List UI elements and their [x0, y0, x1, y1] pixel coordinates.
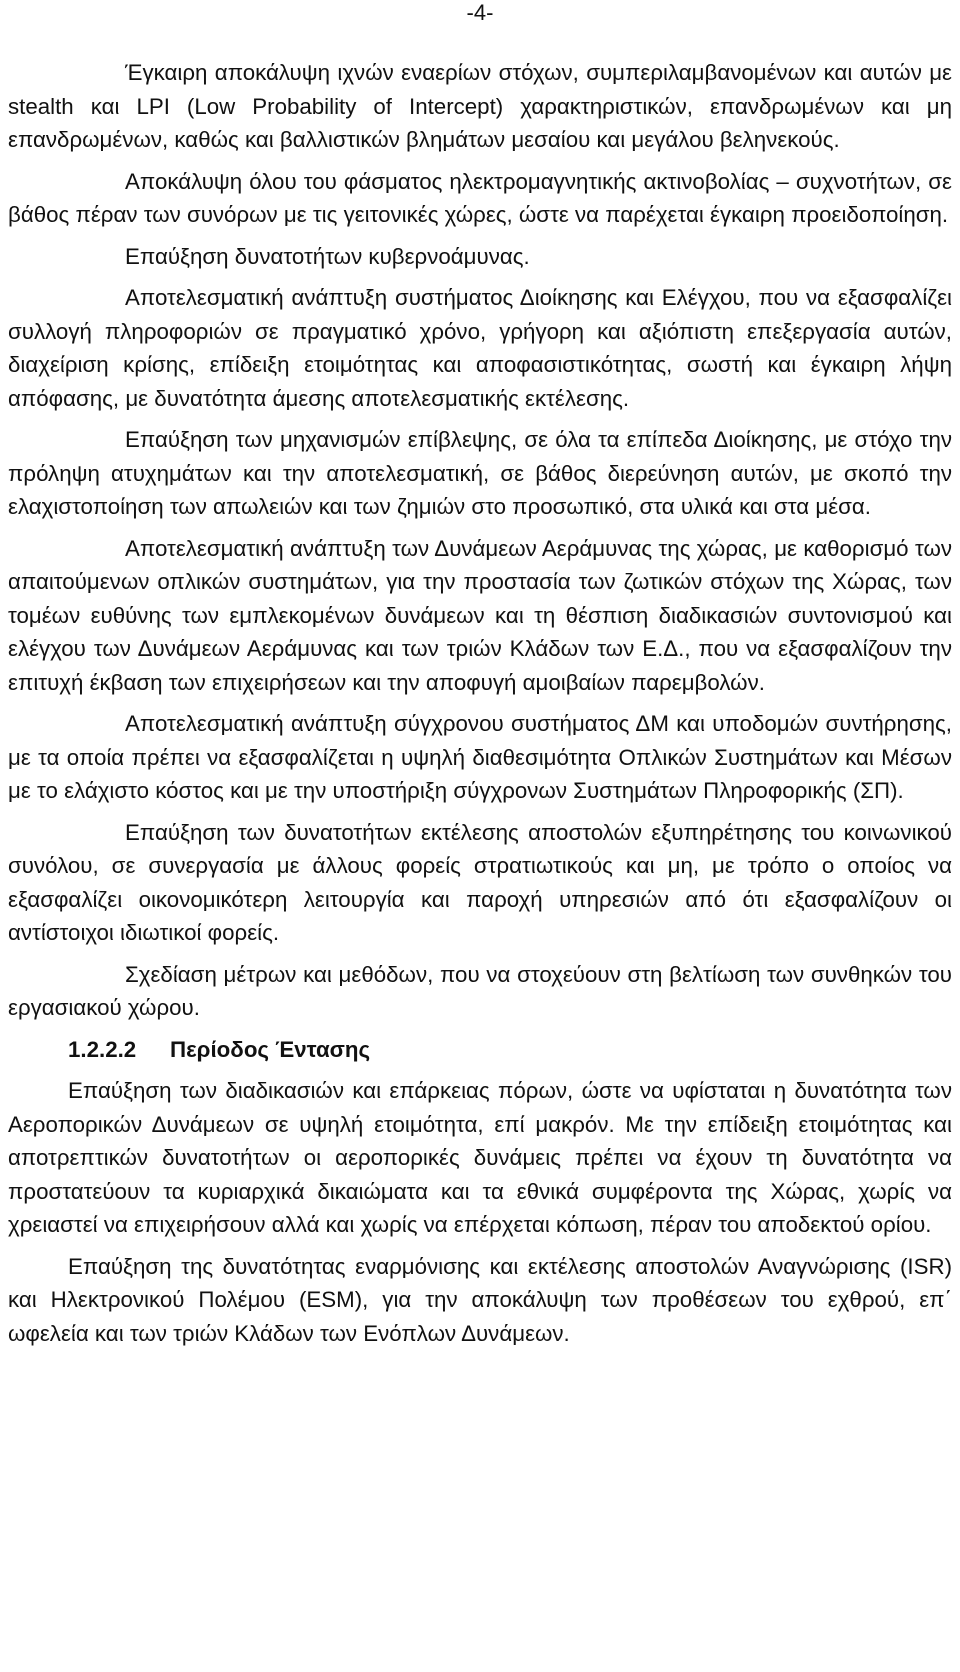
paragraph-cyber-defence: Επαύξηση δυνατοτήτων κυβερνοάμυνας.	[125, 243, 530, 269]
paragraph-maintenance-system: Αποτελεσματική ανάπτυξη σύγχρονου συστήματος ΔΜ και υποδομών συντήρησης, με τα οποία πρέπει να εξασφαλίζεται η υψηλή διαθεσιμότητα Οπλικών Συστημάτων και Μέσων με το ελάχιστο κόστος και με την υποστήριξη σύγχρονων Συστημάτων Πληροφορικής (ΣΠ).	[8, 711, 952, 803]
paragraph-workplace-conditions: Σχεδίαση μέτρων και μεθόδων, που να στοχεύουν στη βελτίωση των συνθηκών του εργασιακού χώρου.	[8, 961, 952, 1020]
paragraph-em-spectrum-detection: Αποκάλυψη όλου του φάσματος ηλεκτρομαγνητικής ακτινοβολίας – συχνοτήτων, σε βάθος πέραν των συνόρων με τις γειτονικές χώρες, ώστε να παρέχεται έγκαιρη προειδοποίηση.	[8, 168, 952, 227]
paragraph-air-defence-forces: Αποτελεσματική ανάπτυξη των Δυνάμεων Αεράμυνας της χώρας, με καθορισμό των απαιτούμενων οπλικών συστημάτων, για την προστασία των ζωτικών στόχων της Χώρας, των τομέων ευθύνης των εμπλεκομένων δυνάμεων και τη θέσπιση διαδικασιών συντονισμού και ελέγχου των Δυνάμεων Αεράμυνας και των τριών Κλάδων των Ε.Δ., που να εξασφαλίζουν την επιτυχή έκβαση των επιχειρήσεων και την αποφυγή αμοιβαίων παρεμβολών.	[8, 535, 952, 695]
document-body	[8, 56, 952, 1358]
paragraph-social-missions: Επαύξηση των δυνατοτήτων εκτέλεσης αποστολών εξυπηρέτησης του κοινωνικού συνόλου, σε συνεργασία με άλλους φορείς στρατιωτικούς και μη, με τρόπο ο οποίος να εξασφαλίζει οικονομικότερη λειτουργία και παροχή υπηρεσιών από ότι εξασφαλίζουν οι αντίστοιχοι ιδιωτικοί φορείς.	[8, 819, 952, 945]
paragraph-isr-esm-missions: Επαύξηση της δυνατότητας εναρμόνισης και εκτέλεσης αποστολών Αναγνώρισης (ISR) και Ηλεκτρονικού Πολέμου (ESM), για την αποκάλυψη των προθέσεων του εχθρού, επ΄ ωφελεία και των τριών Κλάδων των Ενόπλων Δυνάμεων.	[8, 1253, 952, 1346]
section-heading	[68, 1033, 952, 1067]
paragraph-supervision-mechanisms: Επαύξηση των μηχανισμών επίβλεψης, σε όλα τα επίπεδα Διοίκησης, με στόχο την πρόληψη ατυχημάτων και την αποτελεσματική, σε βάθος διερεύνηση αυτών, με σκοπό την ελαχιστοποίηση των απωλειών και των ζημιών στο προσωπικό, στα υλικά και στα μέσα.	[8, 427, 952, 519]
page-number: -4-	[466, 0, 494, 25]
paragraph-early-detection: Έγκαιρη αποκάλυψη ιχνών εναερίων στόχων, συμπεριλαμβανομένων και αυτών με stealth και LPI (Low Probability of Intercept) χαρακτηριστικών, επανδρωμένων και μη επανδρωμένων, καθώς και βαλλιστικών βλημάτων μεσαίου και μεγάλου βεληνεκούς.	[8, 60, 952, 152]
paragraph-resource-sufficiency: Επαύξηση των διαδικασιών και επάρκειας πόρων, ώστε να υφίσταται η δυνατότητα των Αεροπορικών Δυνάμεων σε υψηλή ετοιμότητα, επί μακρόν. Με την επίδειξη ετοιμότητας και αποτρεπτικών δυνατοτήτων οι αεροπορικές δυνάμεις πρέπει να έχουν τη δυνατότητα να προστατεύουν τα κυριαρχικά δικαιώματα και τα εθνικά συμφέροντα της Χώρας, χωρίς να χρειαστεί να επιχειρήσουν αλλά και χωρίς να επέρχεται κόπωση, πέραν του αποδεκτού ορίου.	[8, 1078, 952, 1237]
section-number: 1.2.2.2	[68, 1036, 137, 1062]
section-title: Περίοδος Έντασης	[170, 1036, 371, 1062]
paragraph-command-control: Αποτελεσματική ανάπτυξη συστήματος Διοίκησης και Ελέγχου, που να εξασφαλίζει συλλογή πληροφοριών σε πραγματικό χρόνο, γρήγορη και αξιόπιστη επεξεργασία αυτών, διαχείριση κρίσης, επίδειξη ετοιμότητας και αποφασιστικότητας, σωστή και έγκαιρη λήψη απόφασης, με δυνατότητα άμεσης αποτελεσματικής εκτέλεσης.	[8, 285, 952, 411]
